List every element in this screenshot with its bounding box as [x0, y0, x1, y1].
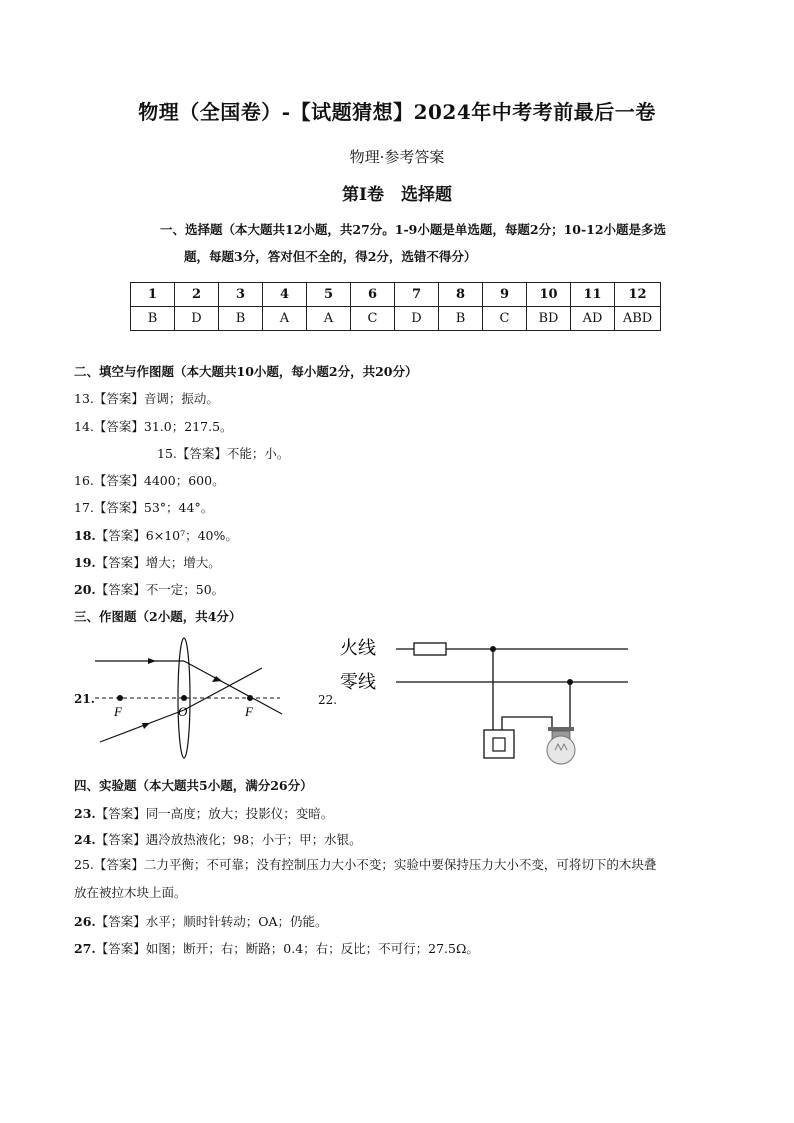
table-cell: 8: [439, 283, 483, 307]
section2-title: 二、填空与作图题（本大题共10小题，每小题2分，共20分）: [74, 364, 418, 379]
answer-text: 4400；600。: [143, 473, 225, 488]
refracted-ray-1: [184, 661, 282, 714]
table-cell: C: [483, 307, 527, 331]
answer-number: 17.: [74, 500, 94, 515]
table-cell: 11: [571, 283, 615, 307]
switch-icon: [493, 738, 505, 751]
table-cell: C: [351, 307, 395, 331]
section4-title: 四、实验题（本大题共5小题，满分26分）: [74, 778, 313, 793]
answer-tag: 【答案】: [95, 914, 146, 929]
answer-number: 20.: [74, 582, 96, 597]
incident-ray-2: [100, 710, 184, 742]
label-f-right: F: [245, 704, 253, 719]
page-subtitle: 物理·参考答案: [349, 148, 445, 166]
table-row-answers: [131, 307, 661, 331]
answer-tag: 【答案】: [95, 832, 146, 847]
answer-number: 14.: [74, 419, 94, 434]
answer-tag: 【答案】: [93, 473, 144, 488]
answer-text: 水平；顺时针转动；OA；仍能。: [145, 914, 328, 929]
answer-number: 19.: [74, 555, 96, 570]
answer-text: 增大；增大。: [145, 555, 221, 570]
answer-tag: 【答案】: [93, 391, 144, 406]
household-circuit-diagram: [338, 630, 633, 770]
table-cell: D: [395, 307, 439, 331]
page-title: 物理（全国卷）-【试题猜想】2024年中考考前最后一卷: [138, 100, 656, 124]
table-cell: B: [219, 307, 263, 331]
table-cell: ABD: [615, 307, 661, 331]
table-cell: 7: [395, 283, 439, 307]
answer-tag: 【答案】: [95, 555, 146, 570]
focus-point-right: [247, 695, 253, 701]
answer-number: 24.: [74, 832, 96, 847]
connection-wire: [502, 717, 552, 730]
answer-text: 53°；44°。: [143, 500, 214, 515]
answer-number: 13.: [74, 391, 94, 406]
answer-tag: 【答案】: [176, 446, 227, 461]
answer-tag: 【答案】: [95, 582, 146, 597]
answer-item-19: [74, 553, 221, 571]
mc-instructions: [160, 216, 730, 270]
table-cell: 10: [527, 283, 571, 307]
lens-ray-diagram: [90, 632, 295, 762]
answer-item-13: [74, 389, 219, 407]
table-cell: 2: [175, 283, 219, 307]
mc-answer-table: [130, 282, 661, 331]
answer-text: 二力平衡；不可靠；没有控制压力大小不变；实验中要保持压力大小不变，可将切下的木块叠: [143, 857, 657, 872]
answer-item-23: [74, 804, 333, 822]
arrow-icon: [142, 723, 150, 729]
answer-number: 23.: [74, 806, 96, 821]
table-cell: A: [263, 307, 307, 331]
answer-tag: 【答案】: [93, 500, 144, 515]
mc-instructions-line1: 一、选择题（本大题共12小题，共27分。1-9小题是单选题，每题2分；10-12小题是多选: [160, 222, 667, 237]
fuse-icon: [414, 643, 446, 655]
answer-text: 同一高度；放大；投影仪；变暗。: [145, 806, 334, 821]
answer-number: 16.: [74, 473, 94, 488]
answer-number: 26.: [74, 914, 96, 929]
answer-item-18: [74, 526, 238, 544]
label-f-left: F: [114, 704, 122, 719]
table-cell: AD: [571, 307, 615, 331]
lamp-socket: [548, 727, 574, 731]
table-cell: BD: [527, 307, 571, 331]
neutral-wire-label: 零线: [340, 672, 376, 693]
answer-number: 15.: [157, 446, 177, 461]
answer-item-16: [74, 471, 225, 489]
answer-tag: 【答案】: [93, 419, 144, 434]
section1-title: 第Ⅰ卷 选择题: [342, 185, 452, 205]
figure-22-number: 22.: [318, 693, 338, 707]
answer-tag: 【答案】: [95, 941, 146, 956]
table-cell: 6: [351, 283, 395, 307]
answer-item-25: [74, 851, 734, 907]
answer-text-continued: 放在被拉木块上面。: [74, 885, 187, 900]
answer-text: 不一定；50。: [145, 582, 225, 597]
optical-center-point: [181, 695, 187, 701]
answer-text: 遇冷放热液化；98；小于；甲；水银。: [145, 832, 362, 847]
answer-number: 27.: [74, 941, 96, 956]
table-cell: 9: [483, 283, 527, 307]
table-cell: 1: [131, 283, 175, 307]
answer-item-17: [74, 498, 213, 516]
table-cell: A: [307, 307, 351, 331]
section3-title: 三、作图题（2小题，共4分）: [74, 609, 242, 624]
answer-text: 音调；振动。: [143, 391, 219, 406]
answer-text: 如图；断开；右；断路；0.4；右；反比；不可行；27.5Ω。: [145, 941, 479, 956]
answer-item-15: [157, 444, 289, 462]
table-cell: 5: [307, 283, 351, 307]
table-cell: 3: [219, 283, 263, 307]
table-cell: B: [439, 307, 483, 331]
answer-item-24: [74, 830, 362, 848]
arrow-icon: [148, 658, 156, 664]
answer-item-20: [74, 580, 224, 598]
live-wire-label: 火线: [340, 638, 376, 659]
table-cell: D: [175, 307, 219, 331]
answer-number: 18.: [74, 528, 96, 543]
answer-text: 不能；小。: [226, 446, 290, 461]
answer-text: 31.0；217.5。: [143, 419, 233, 434]
answer-item-26: [74, 912, 328, 930]
figure-21-number: 21.: [74, 692, 95, 706]
answer-tag: 【答案】: [93, 857, 144, 872]
answer-item-27: [74, 939, 479, 957]
mc-instructions-line2: 题，每题3分，答对但不全的，得2分，选错不得分）: [184, 249, 477, 264]
answer-item-14: [74, 417, 233, 435]
answer-tag: 【答案】: [95, 806, 146, 821]
answer-text: 6×10⁷；40%。: [145, 528, 238, 543]
answer-number: 25.: [74, 857, 94, 872]
table-cell: 4: [263, 283, 307, 307]
table-cell: B: [131, 307, 175, 331]
table-row-numbers: [131, 283, 661, 307]
answer-tag: 【答案】: [95, 528, 146, 543]
table-cell: 12: [615, 283, 661, 307]
focus-point-left: [117, 695, 123, 701]
label-o: O: [178, 704, 188, 719]
